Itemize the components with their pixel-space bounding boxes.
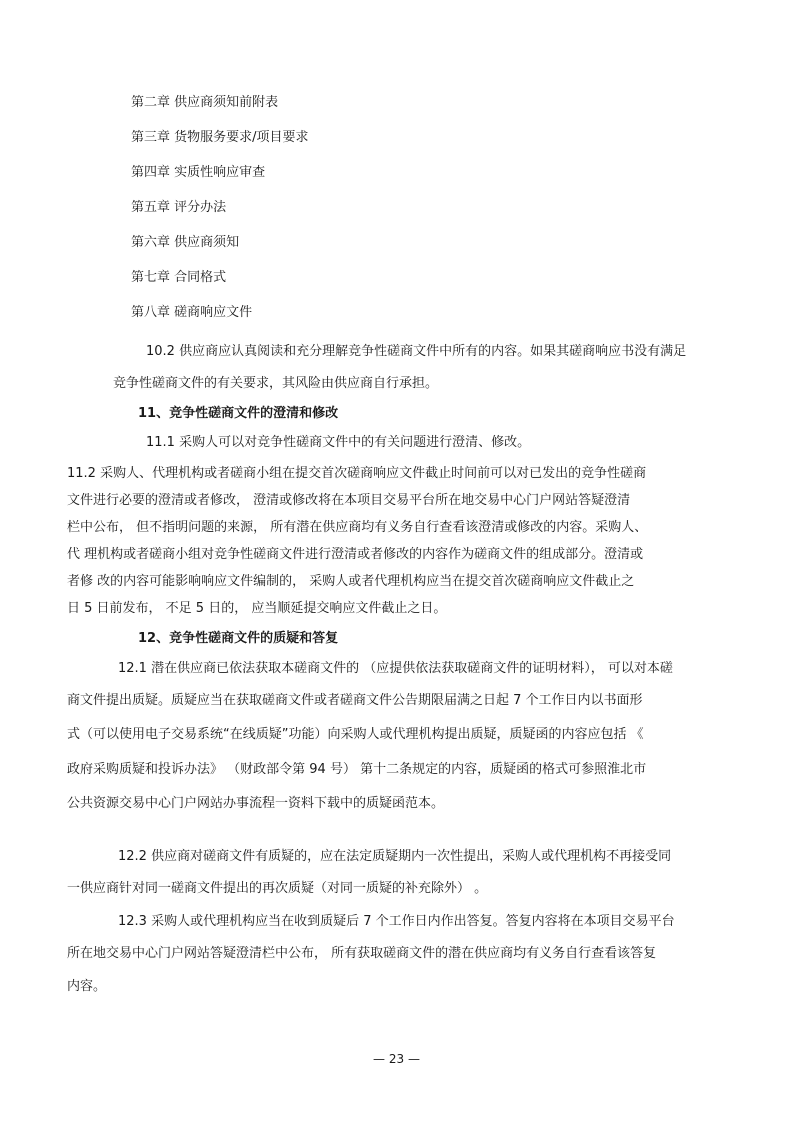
toc-item-chapter-2: 第二章 供应商须知前附表 [131, 95, 279, 110]
paragraph-12-1-line-1: 12.1 潜在供应商已依法获取本磋商文件的 （应提供依法获取磋商文件的证明材料）， 可以对本磋 [118, 661, 673, 676]
paragraph-12-3-line-3: 内容。 [67, 979, 107, 994]
paragraph-11-2-line-2: 文件进行必要的澄清或者修改， 澄清或修改将在本项目交易平台所在地交易中心门户网站答疑澄清 [67, 493, 631, 508]
section-heading-12: 12、竞争性磋商文件的质疑和答复 [138, 631, 339, 646]
paragraph-11-1: 11.1 采购人可以对竞争性磋商文件中的有关问题进行澄清、修改。 [146, 435, 531, 450]
section-heading-11: 11、竞争性磋商文件的澄清和修改 [138, 406, 339, 421]
paragraph-12-2-line-2: 一供应商针对同一磋商文件提出的再次质疑（对同一质疑的补充除外） 。 [67, 881, 488, 896]
paragraph-11-2-line-6: 日 5 日前发布， 不足 5 日的， 应当顺延提交响应文件截止之日。 [67, 601, 447, 616]
paragraph-12-1-line-4: 政府采购质疑和投诉办法》 （财政部令第 94 号） 第十二条规定的内容，质疑函的格式可参照淮北市 [67, 762, 647, 777]
paragraph-10-2-line-2: 竞争性磋商文件的有关要求，其风险由供应商自行承担。 [113, 376, 439, 391]
paragraph-12-2-line-1: 12.2 供应商对磋商文件有质疑的，应在法定质疑期内一次性提出，采购人或代理机构不再接受同 [118, 849, 672, 864]
toc-item-chapter-3: 第三章 货物服务要求/项目要求 [131, 130, 309, 145]
paragraph-11-2-line-3: 栏中公布， 但不指明问题的来源， 所有潜在供应商均有义务自行查看该澄清或修改的内容。采购人、 [67, 520, 648, 535]
paragraph-12-1-line-5: 公共资源交易中心门户网站办事流程一资料下载中的质疑函范本。 [67, 796, 445, 811]
toc-item-chapter-4: 第四章 实质性响应审查 [131, 165, 266, 180]
toc-item-chapter-6: 第六章 供应商须知 [131, 235, 240, 250]
paragraph-12-1-line-2: 商文件提出质疑。质疑应当在获取磋商文件或者磋商文件公告期限届满之日起 7 个工作日内以书面形 [67, 693, 643, 708]
paragraph-11-2-line-5: 者修 改的内容可能影响响应文件编制的， 采购人或者代理机构应当在提交首次磋商响应文件截止之 [67, 574, 635, 589]
paragraph-11-2-line-4: 代 理机构或者磋商小组对竞争性磋商文件进行澄清或者修改的内容作为磋商文件的组成部分。澄清或 [67, 547, 644, 562]
paragraph-10-2-line-1: 10.2 供应商应认真阅读和充分理解竞争性磋商文件中所有的内容。如果其磋商响应书没有满足 [146, 344, 687, 359]
paragraph-12-1-line-3: 式（可以使用电子交易系统“在线质疑”功能）向采购人或代理机构提出质疑，质疑函的内容应包括 《 [67, 727, 644, 742]
page-number: — 23 — [373, 1052, 420, 1066]
toc-item-chapter-7: 第七章 合同格式 [131, 270, 227, 285]
paragraph-11-2-line-1: 11.2 采购人、代理机构或者磋商小组在提交首次磋商响应文件截止时间前可以对已发出的竞争性磋商 [67, 466, 647, 481]
toc-item-chapter-8: 第八章 磋商响应文件 [131, 305, 253, 320]
paragraph-12-3-line-1: 12.3 采购人或代理机构应当在收到质疑后 7 个工作日内作出答复。答复内容将在本项目交易平台 [118, 914, 675, 929]
toc-item-chapter-5: 第五章 评分办法 [131, 200, 227, 215]
paragraph-12-3-line-2: 所在地交易中心门户网站答疑澄清栏中公布， 所有获取磋商文件的潜在供应商均有义务自行查看该答复 [67, 946, 657, 961]
